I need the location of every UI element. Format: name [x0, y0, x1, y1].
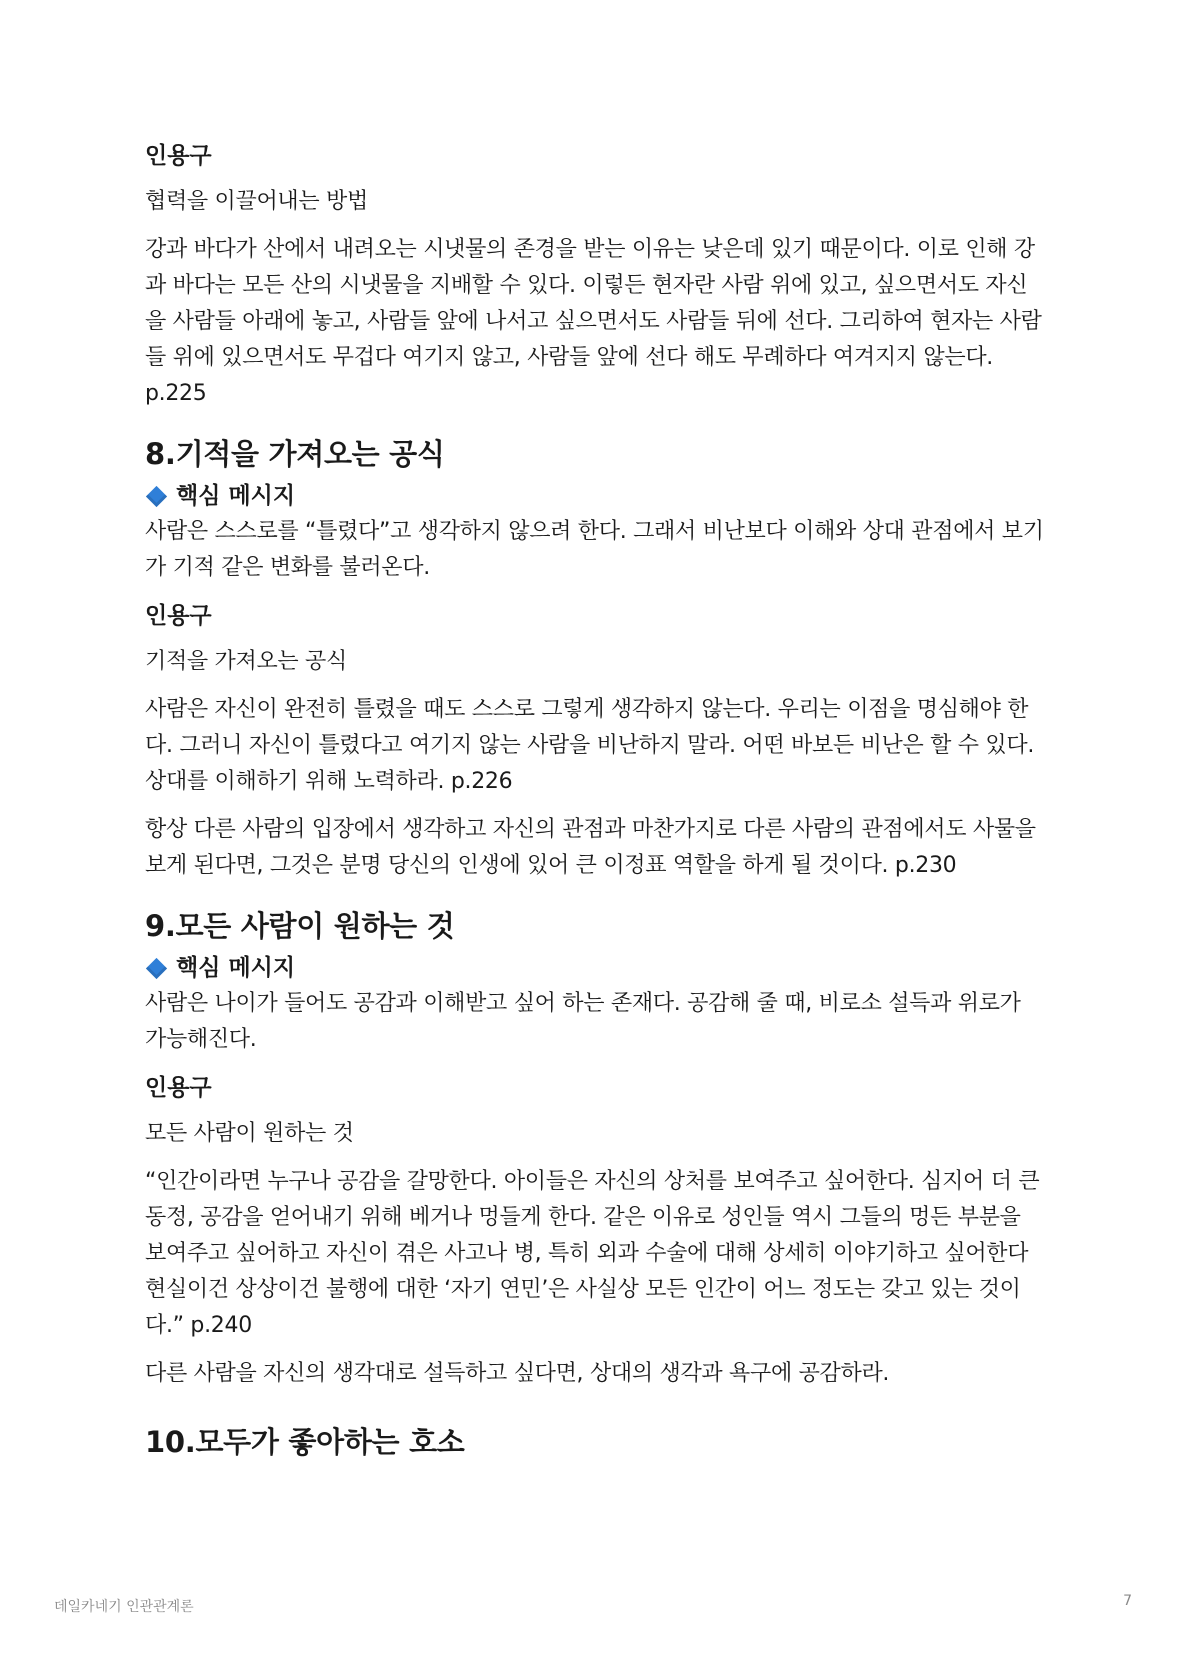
quote-title: 기적을 가져오는 공식 — [145, 649, 347, 674]
quote-title: 협력을 이끌어내는 방법 — [145, 189, 368, 214]
section-heading-9: 9.모든 사람이 원하는 것 — [145, 909, 455, 943]
section-heading-8: 8.기적을 가져오는 공식 — [145, 437, 445, 471]
key-message-header — [145, 952, 1045, 984]
key-message-label: 핵심 메시지 — [176, 483, 296, 509]
document-body — [145, 140, 1045, 1462]
key-message-text: 사람은 스스로를 “틀렸다”고 생각하지 않으려 한다. 그래서 비난보다 이해와 상대 관점에서 보기가 기적 같은 변화를 불러온다. — [145, 519, 1044, 580]
footer-book-title: 데일카네기 인관관계론 — [54, 1599, 194, 1615]
section-heading-10: 10.모두가 좋아하는 호소 — [145, 1425, 465, 1459]
diamond-icon — [146, 957, 167, 978]
quote-paragraph: 사람은 자신이 완전히 틀렸을 때도 스스로 그렇게 생각하지 않는다. 우리는 이점을 명심해야 한다. 그러니 자신이 틀렸다고 여기지 않는 사람을 비난하지 말라. 어떤 바보든 비난은 할 수 있다. 상대를 이해하기 위해 노력하라. p.226 — [145, 697, 1035, 794]
diamond-icon — [146, 485, 167, 506]
key-message-label: 핵심 메시지 — [176, 955, 296, 981]
quote-label: 인용구 — [145, 1075, 212, 1101]
key-message-text: 사람은 나이가 들어도 공감과 이해받고 싶어 하는 존재다. 공감해 줄 때, 비로소 설득과 위로가 가능해진다. — [145, 991, 1021, 1052]
quote-paragraph: 다른 사람을 자신의 생각대로 설득하고 싶다면, 상대의 생각과 욕구에 공감하라. — [145, 1361, 890, 1386]
quote-label: 인용구 — [145, 143, 212, 169]
quote-title: 모든 사람이 원하는 것 — [145, 1121, 354, 1146]
quote-paragraph: “인간이라면 누구나 공감을 갈망한다. 아이들은 자신의 상처를 보여주고 싶어한다. 심지어 더 큰 동정, 공감을 얻어내기 위해 베거나 멍들게 한다. 같은 이유로 성인들 역시 그들의 멍든 부분을 보여주고 싶어하고 자신이 겪은 사고나 병, 특히 외과 수술에 대해 상세히 이야기하고 싶어한다 현실이건 상상이건 불행에 대한 ‘자기 연민’은 사실상 모든 인간이 어느 정도는 갖고 있는 것이다.” p.240 — [145, 1169, 1040, 1338]
quote-label: 인용구 — [145, 603, 212, 629]
quote-paragraph: 강과 바다가 산에서 내려오는 시냇물의 존경을 받는 이유는 낮은데 있기 때문이다. 이로 인해 강과 바다는 모든 산의 시냇물을 지배할 수 있다. 이렇든 현자란 사람 위에 있고, 싶으면서도 자신을 사람들 아래에 놓고, 사람들 앞에 나서고 싶으면서도 사람들 뒤에 선다. 그리하여 현자는 사람들 위에 있으면서도 무겁다 여기지 않고, 사람들 앞에 선다 해도 무례하다 여겨지지 않는다. p.225 — [145, 237, 1042, 406]
page-number: 7 — [1123, 1593, 1132, 1609]
key-message-header — [145, 480, 1045, 512]
quote-paragraph: 항상 다른 사람의 입장에서 생각하고 자신의 관점과 마찬가지로 다른 사람의 관점에서도 사물을 보게 된다면, 그것은 분명 당신의 인생에 있어 큰 이정표 역할을 하게 될 것이다. p.230 — [145, 817, 1036, 878]
